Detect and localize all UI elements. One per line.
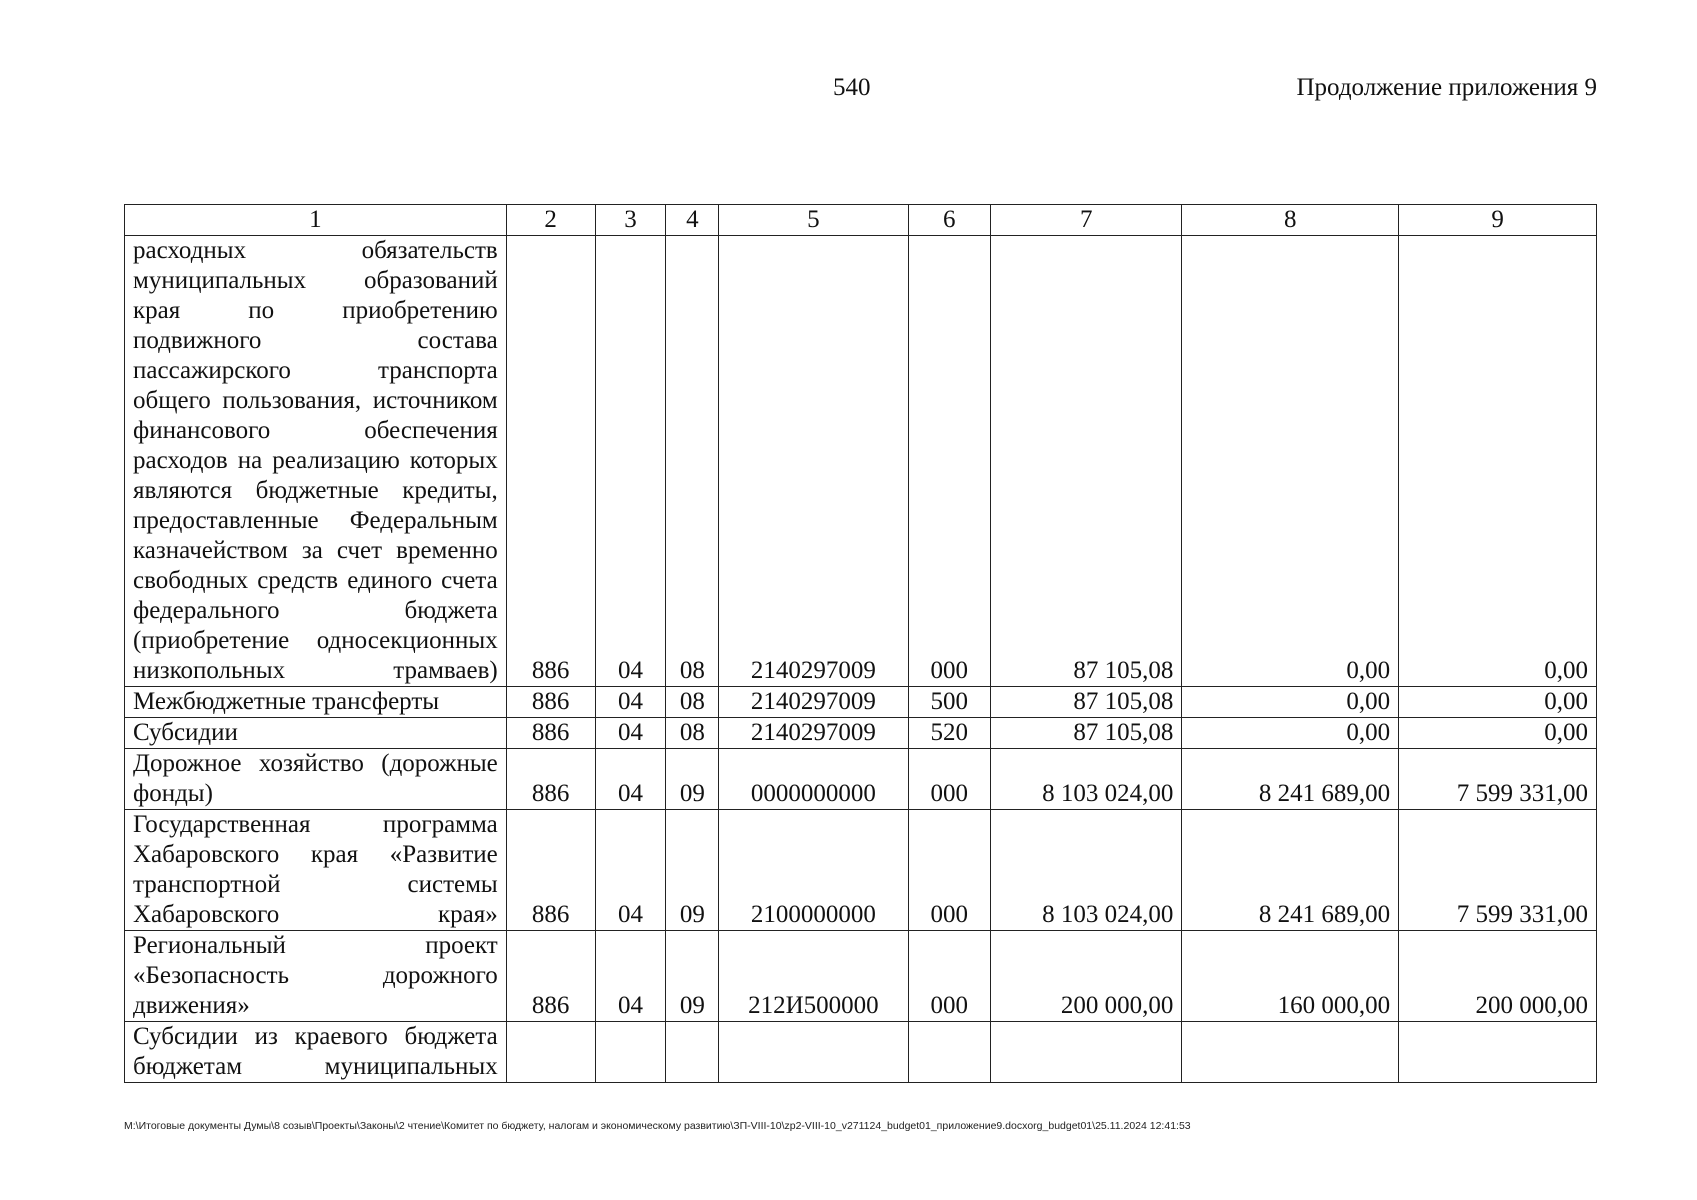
row-description: Государственная программа Хабаровского края «Развитие транспортной системы Хабаровского края» [125,810,507,931]
column-number: 9 [1399,205,1597,236]
cell-section: 04 [595,810,666,931]
cell-target-article: 0000000000 [719,749,908,810]
cell-subsection: 09 [666,931,719,1022]
cell-amount-col7: 87 105,08 [991,687,1182,718]
cell-amount-col9: 0,00 [1399,718,1597,749]
cell-amount-col9: 200 000,00 [1399,931,1597,1022]
cell-target-article: 212И500000 [719,931,908,1022]
cell-admin-code: 886 [506,931,595,1022]
cell-expense-type: 520 [908,718,990,749]
cell-expense-type: 000 [908,236,990,687]
table-row [125,810,1597,931]
cell-subsection: 08 [666,687,719,718]
table-row [125,749,1597,810]
cell-section: 04 [595,718,666,749]
cell-admin-code: 886 [506,810,595,931]
table-row [125,931,1597,1022]
page-number: 540 [833,74,871,101]
column-number: 1 [125,205,507,236]
document-file-path: M:\Итоговые документы Думы\8 созыв\Проекты\Законы\2 чтение\Комитет по бюджету, налогам и экономическому развитию\ЗП-VIII-10\zp2-VIII-10_v271124_budget01_приложение9.docxorg_budget01\25.11.2024 12:41:53 [124,1120,1191,1132]
row-description: Межбюджетные трансферты [125,687,507,718]
cell-subsection: 09 [666,810,719,931]
cell-subsection: 08 [666,236,719,687]
row-description: Региональный проект «Безопасность дорожного движения» [125,931,507,1022]
table-row [125,236,1597,687]
cell-expense-type: 000 [908,931,990,1022]
table-row [125,687,1597,718]
cell-amount-col8: 160 000,00 [1182,931,1399,1022]
cell-amount-col7: 8 103 024,00 [991,810,1182,931]
cell-subsection: 09 [666,749,719,810]
cell-target-article: 2140297009 [719,687,908,718]
cell-amount-col9: 7 599 331,00 [1399,749,1597,810]
table-row [125,718,1597,749]
cell-amount-col8: 0,00 [1182,236,1399,687]
cell-amount-col7: 8 103 024,00 [991,749,1182,810]
row-description: расходных обязательств муниципальных образований края по приобретению подвижного состава пассажирского транспорта общего пользования, источником финансового обеспечения расходов на реализацию которых являются бюджетные кредиты, предоставленные Федеральным казначейством за счет временно свободных средств единого счета федерального бюджета (приобретение односекционных низкопольных трамваев) [125,236,507,687]
column-number: 4 [666,205,719,236]
cell-amount-col7: 87 105,08 [991,236,1182,687]
cell-target-article: 2140297009 [719,718,908,749]
row-description: Дорожное хозяйство (дорожные фонды) [125,749,507,810]
cell-section: 04 [595,687,666,718]
row-description: Субсидии [125,718,507,749]
cell-admin-code [506,1022,595,1083]
cell-expense-type: 500 [908,687,990,718]
cell-admin-code: 886 [506,749,595,810]
cell-admin-code: 886 [506,236,595,687]
column-number: 5 [719,205,908,236]
cell-subsection: 08 [666,718,719,749]
cell-amount-col9: 0,00 [1399,236,1597,687]
column-number: 2 [506,205,595,236]
cell-amount-col8: 0,00 [1182,687,1399,718]
cell-amount-col8 [1182,1022,1399,1083]
table-row [125,1022,1597,1083]
cell-amount-col7: 87 105,08 [991,718,1182,749]
cell-target-article [719,1022,908,1083]
cell-expense-type: 000 [908,810,990,931]
cell-section: 04 [595,236,666,687]
cell-section [595,1022,666,1083]
cell-amount-col9: 7 599 331,00 [1399,810,1597,931]
column-number-row [125,205,1597,236]
cell-target-article: 2100000000 [719,810,908,931]
cell-section: 04 [595,749,666,810]
cell-amount-col9: 0,00 [1399,687,1597,718]
cell-expense-type: 000 [908,749,990,810]
cell-admin-code: 886 [506,718,595,749]
cell-section: 04 [595,931,666,1022]
column-number: 6 [908,205,990,236]
column-number: 7 [991,205,1182,236]
cell-amount-col9 [1399,1022,1597,1083]
column-number: 3 [595,205,666,236]
appendix-label: Продолжение приложения 9 [1296,74,1597,101]
cell-amount-col7: 200 000,00 [991,931,1182,1022]
cell-subsection [666,1022,719,1083]
cell-amount-col8: 8 241 689,00 [1182,810,1399,931]
budget-table [124,204,1597,1083]
cell-target-article: 2140297009 [719,236,908,687]
cell-expense-type [908,1022,990,1083]
column-number: 8 [1182,205,1399,236]
cell-amount-col7 [991,1022,1182,1083]
cell-admin-code: 886 [506,687,595,718]
cell-amount-col8: 8 241 689,00 [1182,749,1399,810]
cell-amount-col8: 0,00 [1182,718,1399,749]
row-description: Субсидии из краевого бюджета бюджетам муниципальных [125,1022,507,1083]
